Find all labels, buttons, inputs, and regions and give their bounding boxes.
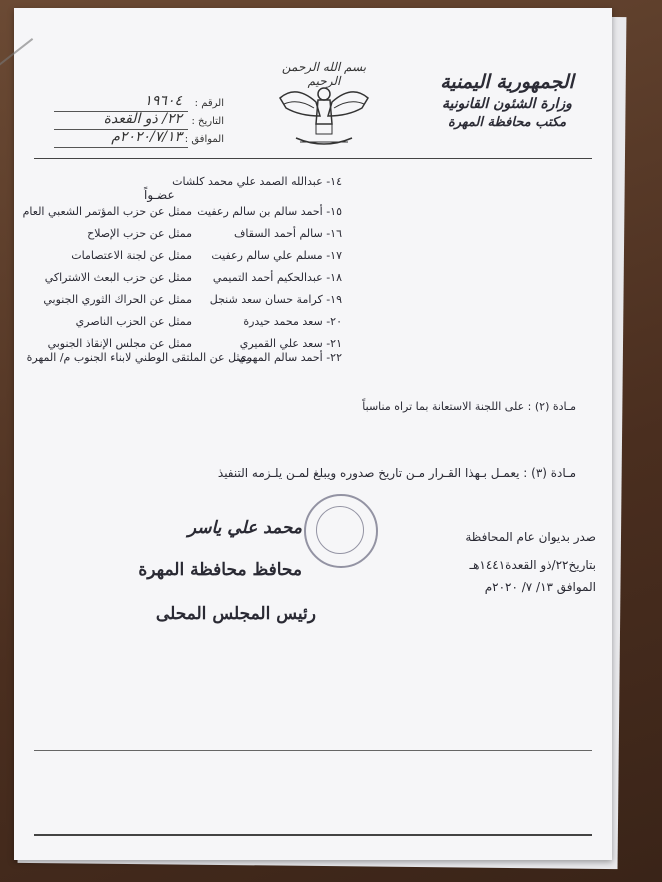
yemen-eagle-emblem-icon — [276, 76, 372, 154]
member-name: ١٦- سالم أحمد السقاف — [233, 227, 342, 240]
ref-number-value: ١٩٦٠٤ — [144, 93, 182, 109]
gregorian-date-value: ٢٠٢٠/٧/١٣م — [111, 129, 182, 145]
gregorian-date-label: الموافق : — [184, 134, 224, 145]
basmala: بسم الله الرحمن الرحيم — [281, 60, 367, 88]
member-name: ١٥- أحمد سالم بن سالم رعفيت — [197, 205, 342, 218]
reference-block — [54, 93, 224, 150]
member-name: ٢١- سعد علي القميري — [239, 337, 342, 350]
issued-hijri-date: بتاريخ٢٢/ذو القعدة١٤٤١هـ — [469, 558, 596, 572]
member-role: ممثل عن حزب البعث الاشتراكي — [44, 271, 192, 284]
signatory-name: محمد علي ياسر — [187, 518, 302, 538]
council-title: رئيس المجلس المحلى — [155, 604, 316, 624]
issued-gregorian-date: الموافق ١٣/ ٧/ ٢٠٢٠م — [484, 580, 596, 594]
member-role: ممثل عن لجنة الاعتصامات — [71, 249, 192, 262]
member-name: ١٤- عبدالله الصمد علي محمد كلشات — [172, 175, 342, 188]
members-heading: عضـواً — [144, 188, 175, 202]
footer-rule — [34, 750, 592, 751]
member-role: ممثل عن حزب المؤتمر الشعبي العام — [22, 205, 192, 218]
office-title: مكتب محافظة المهرة — [447, 115, 567, 130]
document-page — [14, 8, 612, 860]
issued-at: صدر بديوان عام المحافظة — [465, 530, 596, 544]
date-label: التاريخ : — [191, 116, 224, 127]
member-name: ١٨- عبدالحكيم أحمد التميمي — [212, 271, 342, 284]
member-role: ممثل عن مجلس الإنقاذ الجنوبي — [47, 337, 192, 350]
date-value: ٢٢/ ذو القعدة — [103, 111, 182, 127]
header-divider — [34, 158, 592, 159]
member-name: ١٩- كرامة حسان سعد شنجل — [209, 293, 342, 306]
letterhead — [412, 70, 602, 132]
article-3: مـادة (٣) : يعمـل بـهذا القـرار مـن تاريخ صدوره ويبلغ لمـن يلـزمه التنفيذ — [217, 466, 576, 480]
article-2: مـادة (٢) : على اللجنة الاستعانة بما تراه مناسباً — [362, 400, 576, 413]
official-seal-icon — [304, 494, 378, 568]
member-role: ممثل عن حزب الإصلاح — [87, 227, 192, 240]
member-role: ممثل عن الملتقى الوطني لابناء الجنوب م/ المهرة — [26, 351, 252, 364]
ministry-title: وزارة الشئون القانونية — [442, 96, 572, 112]
member-name: ٢٢- أحمد سالم المهري — [237, 351, 342, 364]
member-name: ١٧- مسلم علي سالم رعفيت — [211, 249, 342, 262]
member-role: ممثل عن الحراك الثوري الجنوبي — [43, 293, 192, 306]
ref-number-label: الرقم : — [194, 98, 224, 109]
member-name: ٢٠- سعد محمد حيدرة — [243, 315, 342, 328]
signatory-title: محافظ محافظة المهرة — [138, 560, 302, 580]
member-role: ممثل عن الحزب الناصري — [75, 315, 192, 328]
footer-rule-bottom — [34, 834, 592, 836]
republic-title: الجمهورية اليمنية — [440, 71, 574, 93]
